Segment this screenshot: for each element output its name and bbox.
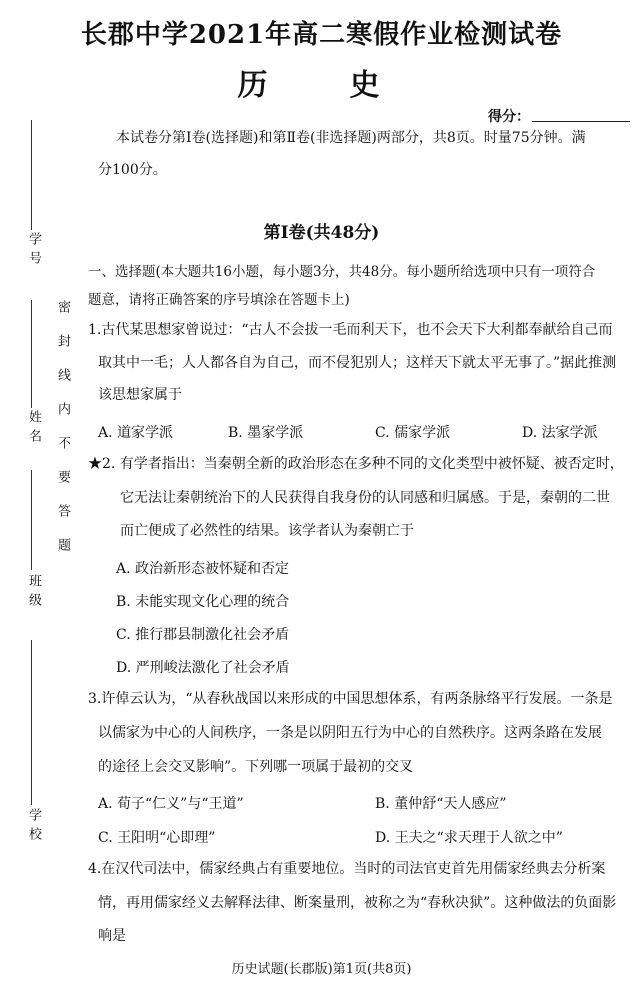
q1-line-3: 该思想家属于: [98, 387, 182, 403]
q2-option-a[interactable]: A. 政治新形态被怀疑和否定: [116, 561, 290, 577]
q1-line-2: 取其中一毛；人人都各自为自己，而不侵犯别人；这样天下就太平无事了。”据此推测: [98, 355, 617, 371]
label-xingming: 姓名: [26, 410, 41, 448]
xuehao-fill-line: [31, 120, 32, 230]
q4-line-2: 情，再用儒家经义去解释法律、断案量刑，被称之为“春秋决狱”。这种做法的负面影: [98, 895, 617, 911]
q3-line-1: 3.许倬云认为，“从春秋战国以来形成的中国思想体系，有两条脉络平行发展。一条是: [88, 691, 613, 707]
q3-line-3: 的途径上会交叉影响”。下列哪一项属于最初的交叉: [98, 759, 414, 775]
q2-line-1: ★2. 有学者指出：当秦朝全新的政治形态在多种不同的文化类型中被怀疑、被否定时，: [88, 456, 624, 472]
q1-option-a[interactable]: A. 道家学派: [98, 425, 174, 441]
q3-option-a[interactable]: A. 荀子“仁义”与“王道”: [98, 796, 244, 812]
q4-line-1: 4.在汉代司法中，儒家经典占有重要地位。当时的司法官吏首先用儒家经典去分析案: [88, 861, 606, 877]
intro-line-1: 本试卷分第Ⅰ卷(选择题)和第Ⅱ卷(非选择题)两部分，共8页。时量75分钟。满: [116, 130, 586, 146]
q3-option-d[interactable]: D. 王夫之“求天理于人欲之中”: [375, 830, 563, 846]
page-footer: 历史试题(长郡版)第1页(共8页): [231, 962, 412, 977]
q4-line-3: 响是: [98, 928, 126, 944]
instruction-line-1: 一、选择题(本大题共16小题，每小题3分，共48分。每小题所给选项中只有一项符合: [88, 264, 596, 280]
instruction-line-2: 题意，请将正确答案的序号填涂在答题卡上): [88, 292, 350, 308]
q3-option-c[interactable]: C. 王阳明“心即理”: [98, 830, 216, 846]
score-label: 得分：: [488, 109, 530, 125]
q2-option-c[interactable]: C. 推行郡县制激化社会矛盾: [116, 627, 290, 643]
q1-option-b[interactable]: B. 墨家学派: [228, 425, 304, 441]
q2-line-2: 它无法让秦朝统治下的人民获得自我身份的认同感和归属感。于是，秦朝的二世: [120, 490, 610, 506]
label-xuexiao: 学校: [26, 808, 41, 846]
banji-fill-line: [31, 470, 32, 570]
xingming-fill-line: [31, 300, 32, 408]
subject-title: 历 史: [237, 68, 406, 103]
xuexiao-fill-line: [31, 640, 32, 805]
q2-option-d[interactable]: D. 严刑峻法激化了社会矛盾: [116, 660, 290, 676]
intro-line-2: 分100分。: [98, 162, 167, 178]
label-banji: 班级: [26, 574, 41, 612]
seal-line-notice: 密封线内不要答题: [55, 300, 70, 572]
q2-line-3: 而亡便成了必然性的结果。该学者认为秦朝亡于: [120, 523, 414, 539]
q3-option-b[interactable]: B. 董仲舒“天人感应”: [375, 796, 507, 812]
q1-option-d[interactable]: D. 法家学派: [522, 425, 598, 441]
section-heading: 第Ⅰ卷(共48分): [263, 223, 380, 243]
exam-title: 长郡中学2021年高二寒假作业检测试卷: [80, 20, 563, 50]
q1-option-c[interactable]: C. 儒家学派: [375, 425, 451, 441]
q2-option-b[interactable]: B. 未能实现文化心理的统合: [116, 594, 290, 610]
q1-line-1: 1.古代某思想家曾说过：“古人不会拔一毛而利天下，也不会天下大利都奉献给自己而: [88, 322, 613, 338]
label-xuehao: 学号: [26, 232, 41, 270]
score-fill-line: [532, 121, 630, 122]
q3-line-2: 以儒家为中心的人间秩序，一条是以阴阳五行为中心的自然秩序。这两条路在发展: [98, 725, 602, 741]
